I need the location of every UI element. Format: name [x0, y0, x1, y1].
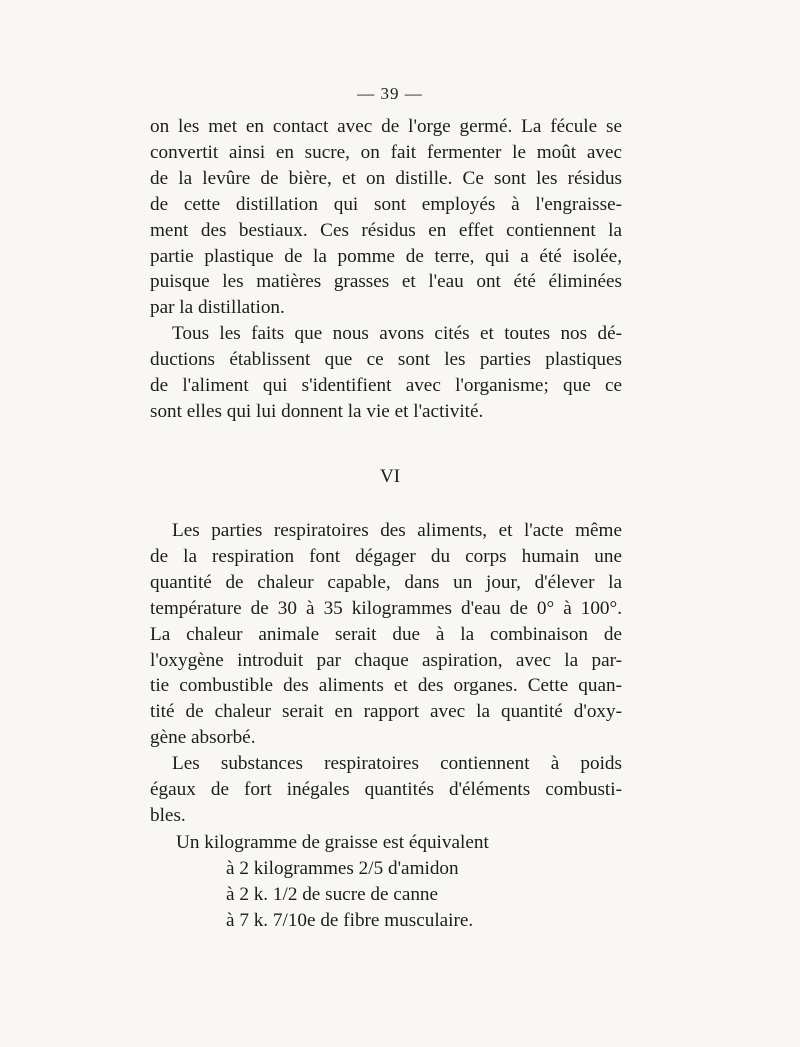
paragraph-4-line: égaux de fort inégales quantités d'éléments combusti- [150, 779, 622, 801]
paragraph-3-line: de la respiration font dégager du corps humain une [150, 545, 622, 567]
text-block-bottom [150, 518, 622, 829]
paragraph-2-line: sont elles qui lui donnent la vie et l'activité. [150, 400, 484, 422]
paragraph-3-line: tité de chaleur serait en rapport avec la quantité d'oxy- [150, 701, 622, 723]
text-block-top [150, 114, 622, 425]
equivalence-item: à 2 k. 1/2 de sucre de canne [226, 884, 439, 905]
paragraph-3-line: La chaleur animale serait due à la combinaison de [150, 623, 622, 645]
paragraph-3-line: tie combustible des aliments et des organes. Cette quan- [150, 675, 622, 697]
paragraph-1-line: partie plastique de la pomme de terre, qui a été isolée, [150, 245, 622, 267]
section-heading: VI [379, 466, 401, 487]
paragraph-2-line: ductions établissent que ce sont les parties plastiques [150, 349, 622, 371]
paragraph-3-line: température de 30 à 35 kilogrammes d'eau de 0° à 100°. [150, 597, 622, 619]
paragraph-1-line: on les met en contact avec de l'orge germé. La fécule se [150, 116, 622, 137]
page-number: — 39 — [357, 84, 423, 103]
paragraph-3-line: l'oxygène introduit par chaque aspiration, avec la par- [150, 649, 622, 671]
paragraph-3-line: Les parties respiratoires des aliments, et l'acte même [172, 520, 622, 541]
paragraph-1-line: puisque les matières grasses et l'eau ont été éliminées [150, 271, 622, 293]
paragraph-2-line: Tous les faits que nous avons cités et toutes nos dé- [172, 323, 622, 345]
paragraph-4-line: Les substances respiratoires contiennent à poids [172, 753, 622, 775]
paragraph-1-line: par la distillation. [150, 297, 285, 319]
equivalence-item: à 7 k. 7/10e de fibre musculaire. [226, 910, 474, 931]
paragraph-3-line: gène absorbé. [150, 727, 256, 749]
paragraph-3-line: quantité de chaleur capable, dans un jour, d'élever la [150, 571, 622, 593]
paragraph-4-line: bles. [150, 804, 186, 826]
equivalence-item: à 2 kilogrammes 2/5 d'amidon [226, 858, 459, 879]
paragraph-1-line: de cette distillation qui sont employés à l'engraisse- [150, 193, 622, 215]
paragraph-1-line: convertit ainsi en sucre, on fait fermenter le moût avec [150, 141, 622, 163]
paragraph-1-line: ment des bestiaux. Ces résidus en effet contiennent la [150, 219, 622, 241]
paragraph-1-line: de la levûre de bière, et on distille. Ce sont les résidus [150, 167, 622, 189]
equivalence-intro: Un kilogramme de graisse est équivalent [176, 832, 489, 853]
paragraph-2-line: de l'aliment qui s'identifient avec l'organisme; que ce [150, 375, 622, 397]
